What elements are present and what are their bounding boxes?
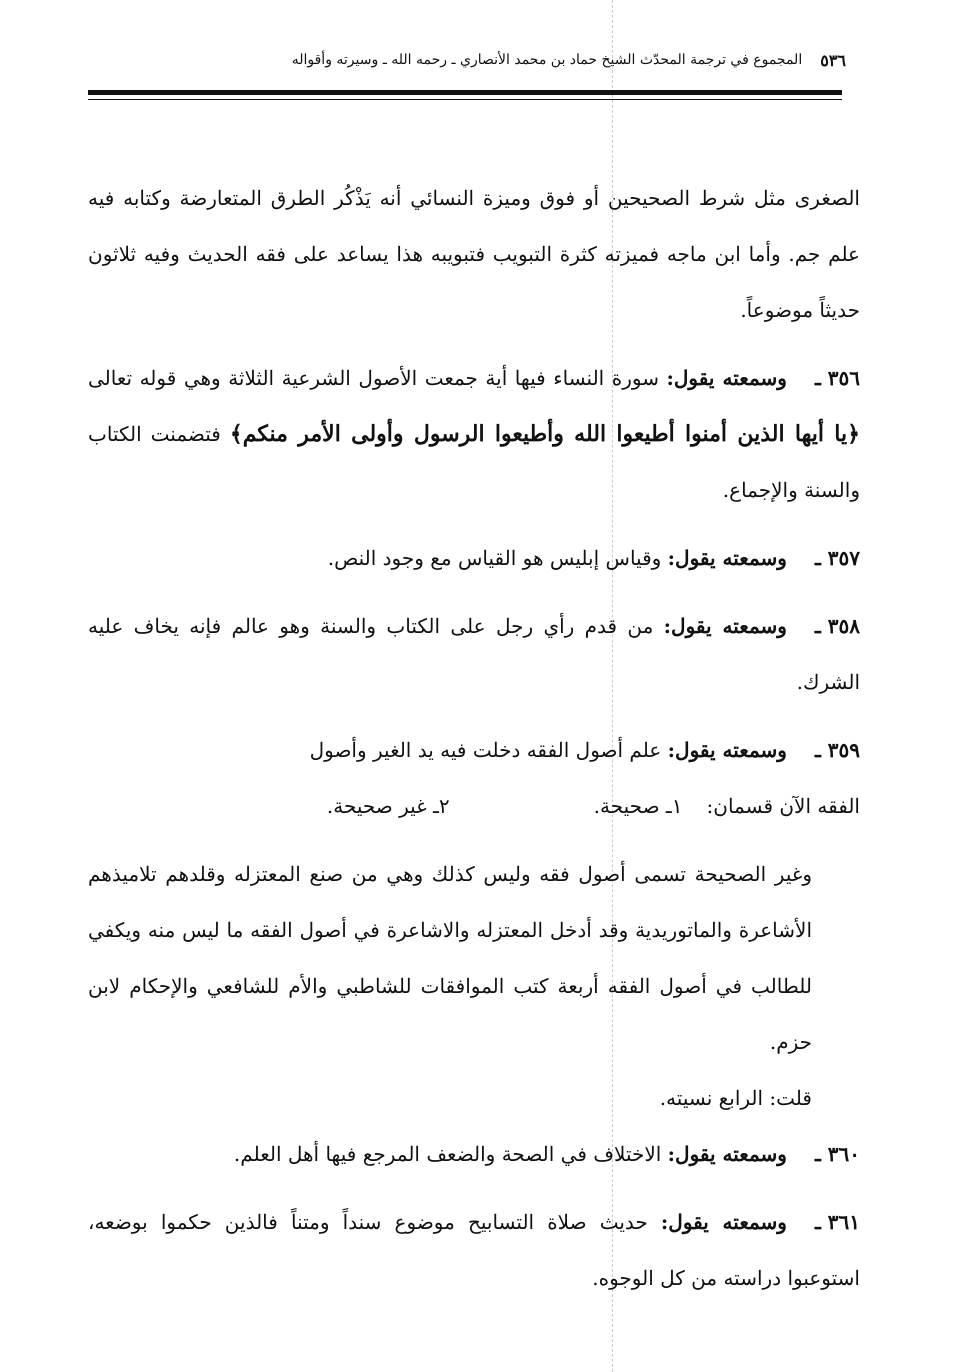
- header-rule-thin: [88, 99, 842, 100]
- running-title: المجموع في ترجمة المحدّث الشيخ حماد بن محمد الأنصاري ـ رحمه الله ـ وسيرته وأقواله: [291, 52, 803, 68]
- header-rule-thick: [88, 90, 842, 95]
- division-item-2: ٢ـ غير صحيحة.: [326, 794, 450, 818]
- entry-lead: وسمعته يقول:: [667, 738, 787, 762]
- entry-lead: وسمعته يقول:: [663, 614, 787, 638]
- entry-text: علم أصول الفقه دخلت فيه يد الغير وأصول: [309, 738, 668, 762]
- entry-number: ٣٥٩ ـ: [814, 738, 860, 762]
- running-header: [180, 46, 846, 74]
- entry-number: ٣٥٦ ـ: [814, 366, 860, 390]
- divisions-label: الفقه الآن قسمان:: [706, 794, 860, 818]
- entry-361: [88, 1194, 860, 1306]
- entry-number: ٣٦٠ ـ: [814, 1142, 860, 1166]
- entry-358: [88, 598, 860, 710]
- entry-359-note: قلت: الرابع نسيته.: [659, 1086, 812, 1110]
- entry-lead: وسمعته يقول:: [667, 1142, 787, 1166]
- entry-text: من قدم رأي رجل على الكتاب والسنة وهو عالم فإنه يخاف عليه الشرك.: [88, 614, 860, 694]
- entry-text: وقياس إبليس هو القياس مع وجود النص.: [327, 546, 668, 570]
- entry-number: ٣٦١ ـ: [814, 1210, 861, 1234]
- entry-text: سورة النساء فيها أية جمعت الأصول الشرعية الثلاثة وهي قوله تعالى: [88, 366, 667, 390]
- entry-359: [88, 722, 860, 778]
- entry-lead: وسمعته يقول:: [666, 366, 787, 390]
- page-number: ٥٣٦: [820, 50, 846, 70]
- entry-number: ٣٥٧ ـ: [814, 546, 860, 570]
- entry-360: [88, 1126, 860, 1182]
- entry-text: حديث صلاة التسابيح موضوع سنداً ومتناً فالذين حكموا بوضعه، استوعبوا دراسته من كل الوجوه.: [88, 1210, 860, 1290]
- entry-lead: وسمعته يقول:: [660, 1210, 787, 1234]
- entry-356: [88, 350, 860, 518]
- quran-verse: ﴿يا أيها الذين أمنوا أطيعوا الله وأطيعوا الرسول وأولى الأمر منكم﴾: [229, 421, 860, 447]
- entry-359-divisions: [88, 778, 860, 834]
- intro-paragraph: الصغرى مثل شرط الصحيحين أو فوق وميزة النسائي أنه يَذْكُر الطرق المتعارضة وكتابه فيه علم جم. وأما ابن ماجه فميزته كثرة التبويب فتبويبه هذا يساعد على فقه الحديث وفيه ثلاثون حديثاً موضوعاً.: [88, 186, 860, 322]
- entry-lead: وسمعته يقول:: [667, 546, 787, 570]
- division-item-1: ١ـ صحيحة.: [593, 794, 683, 818]
- entry-359-continuation: وغير الصحيحة تسمى أصول فقه وليس كذلك وهي من صنع المعتزله وقلدهم تلاميذهم الأشاعرة والماتوريدية وقد أدخل المعتزله والاشاعرة في أصول الفقه ما ليس منه ويكفي للطالب في أصول الفقه أربعة كتب الموافقات للشاطبي والأم للشافعي والإحكام لابن حزم.: [88, 862, 812, 1054]
- entry-text: الاختلاف في الصحة والضعف المرجع فيها أهل العلم.: [233, 1142, 668, 1166]
- body-text: [88, 170, 860, 1306]
- entry-text-after: فتضمنت الكتاب والسنة والإجماع.: [88, 422, 860, 502]
- entry-number: ٣٥٨ ـ: [814, 614, 860, 638]
- entry-357: [88, 530, 860, 586]
